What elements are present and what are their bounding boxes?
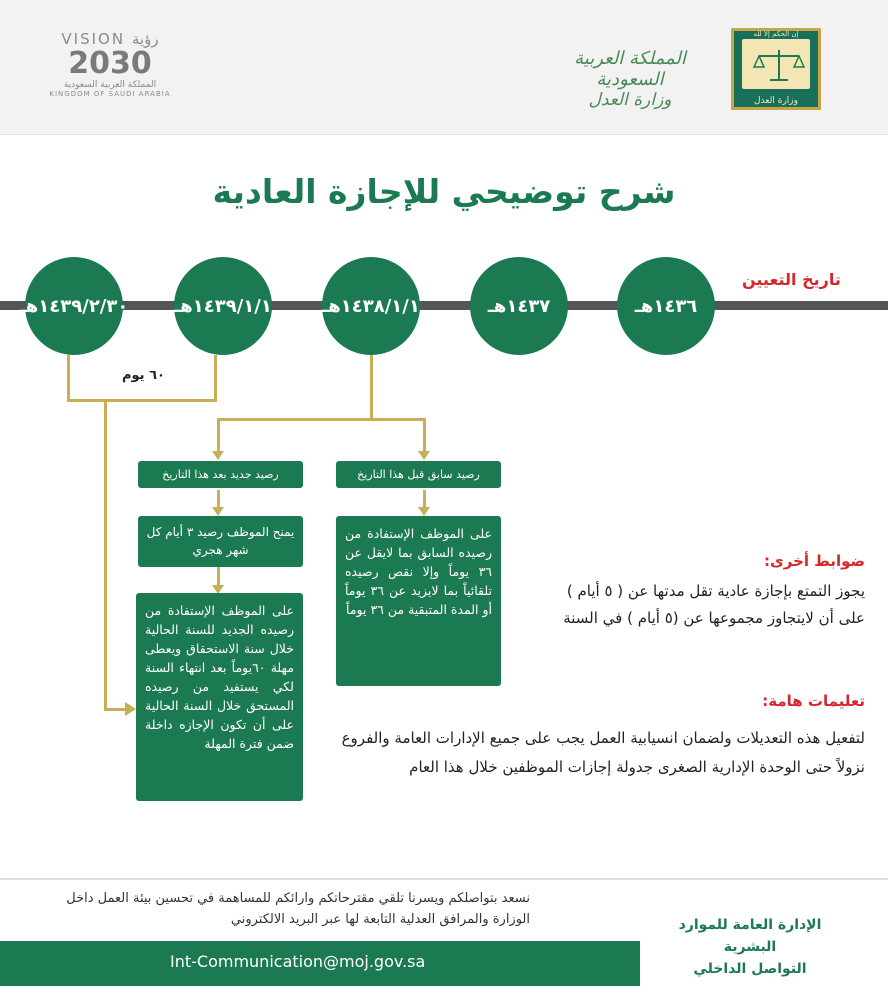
connector-line	[67, 355, 70, 401]
department-name	[650, 914, 850, 980]
page-title: شرح توضيحي للإجازة العادية	[212, 172, 676, 211]
contact-email-link[interactable]: Int-Communication@moj.gov.sa	[170, 952, 426, 971]
connector-line	[217, 567, 220, 587]
connector-line	[370, 355, 373, 420]
arrow-down-icon	[212, 507, 224, 516]
other-rules-heading: ضوابط أخرى:	[764, 552, 865, 570]
ministry-of-justice-name: وزارة العدل	[588, 90, 672, 110]
instructions-text: لتفعيل هذه التعديلات ولضمان انسيابية العمل يجب على جميع الإدارات العامة والفروع نزولاً حتى الوحدة الإدارية الصغرى جدولة إجازات الموظفين خلال هذا العام	[341, 729, 865, 776]
vision-arabic: المملكة العربية السعودية	[63, 80, 157, 90]
scales-icon	[742, 39, 810, 89]
footer-divider	[0, 878, 888, 880]
sixty-days-label: ٦٠ يوم	[122, 368, 165, 383]
department-line-2: التواصل الداخلي	[693, 961, 807, 977]
timeline-date-1439-2-30: ١٤٣٩/٢/٣٠هـ	[25, 257, 123, 355]
timeline-bar	[0, 301, 888, 310]
vision-year: 2030	[68, 46, 152, 81]
arrow-down-icon	[418, 507, 430, 516]
kingdom-name: المملكة العربية السعودية	[574, 48, 686, 90]
new-balance-grant: يمنح الموظف رصيد ٣ أيام كل شهر هجري	[138, 516, 303, 567]
instructions-heading: تعليمات هامة:	[762, 692, 865, 710]
arrow-down-icon	[418, 451, 430, 460]
vision-2030-logo	[40, 30, 180, 110]
arrow-down-icon	[212, 451, 224, 460]
appointment-date-label: تاريخ التعيين	[742, 270, 841, 289]
connector-line	[217, 418, 426, 421]
connector-line	[214, 355, 217, 401]
ministry-name	[540, 48, 720, 110]
other-rules-text: يجوز التمتع بإجازة عادية تقل مدتها عن ( ٥ أيام ) على أن لايتجاوز مجموعها عن (٥ أيام ) في السنة	[563, 582, 865, 627]
timeline-date-1436: ١٤٣٦هـ	[617, 257, 715, 355]
connector-line	[67, 399, 217, 402]
connector-line	[104, 399, 107, 711]
previous-balance-label: رصيد سابق قبل هذا التاريخ	[336, 461, 501, 488]
new-balance-text: على الموظف الإستفادة من رصيده الجديد للسنة الحالية خلال سنة الاستحقاق ويعطى مهلة ٦٠يوماً بعد انتهاء السنة لكي يستفيد من رصيده المستحق خلال السنة الحالية على أن تكون الإجازه داخلة ضمن فترة المهلة	[136, 593, 303, 801]
ministry-emblem-logo	[731, 28, 821, 110]
previous-balance-text: على الموظف الإستفادة من رصيده السابق بما لايقل عن ٣٦ يوماً وإلا نقص رصيده تلقائياً بما لايزيد عن ٣٦ يوماً أو المدة المتبقية من ٣٦ يوماً	[336, 516, 501, 686]
emblem-label: وزارة العدل	[754, 96, 798, 106]
vision-line: VISION رؤية	[61, 30, 159, 48]
feedback-text: نسعد بتواصلكم ويسرنا تلقي مقترحاتكم وارائكم للمساهمة في تحسين بيئة العمل داخل الوزارة والمرافق العدلية التابعة لها عبر البريد الالكتروني	[66, 891, 530, 927]
connector-line	[217, 418, 220, 452]
vision-english: KINGDOM OF SAUDI ARABIA	[49, 90, 171, 98]
timeline-date-1437: ١٤٣٧هـ	[470, 257, 568, 355]
emblem-top-text: إن الحكم إلا لله	[753, 30, 799, 38]
timeline-date-1439-1-1: ١٤٣٩/١/١هـ	[174, 257, 272, 355]
new-balance-label: رصيد جديد بعد هذا التاريخ	[138, 461, 303, 488]
department-line-1: الإدارة العامة للموارد البشرية	[678, 917, 822, 955]
arrow-right-icon	[125, 702, 136, 716]
connector-line	[423, 418, 426, 452]
timeline-date-1438-1-1: ١٤٣٨/١/١هـ	[322, 257, 420, 355]
